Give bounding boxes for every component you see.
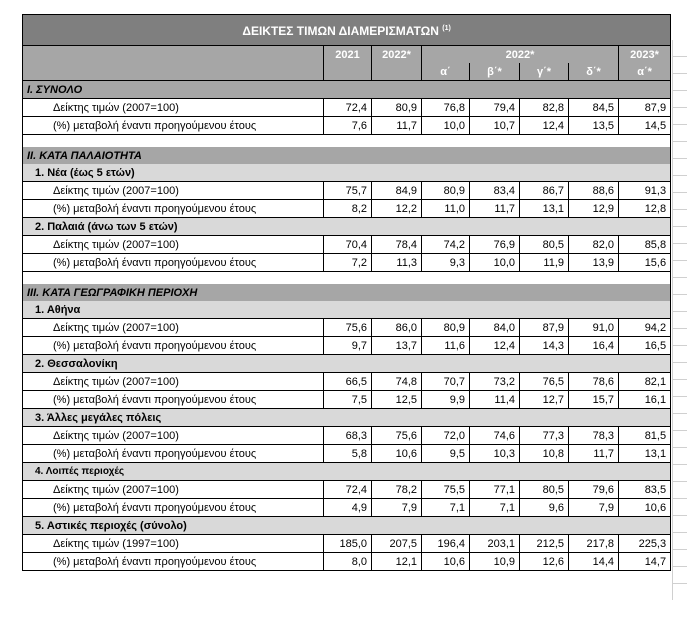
value-cell: 9,7	[324, 337, 372, 355]
table-row	[23, 99, 671, 117]
table-row	[23, 535, 671, 553]
value-cell: 13,1	[520, 200, 569, 218]
row-label: (%) μεταβολή έναντι προηγούμενου έτους	[23, 499, 324, 517]
subsection-label: 1. Νέα (έως 5 ετών)	[23, 164, 671, 182]
value-cell: 70,7	[422, 373, 470, 391]
value-cell: 68,3	[324, 427, 372, 445]
value-cell: 84,5	[569, 99, 619, 117]
value-cell: 203,1	[470, 535, 520, 553]
value-cell: 217,8	[569, 535, 619, 553]
col-2022: 2022*	[372, 46, 422, 64]
subsection-row-athens	[23, 301, 671, 319]
value-cell: 13,7	[372, 337, 422, 355]
table-row	[23, 445, 671, 463]
table-title-row	[23, 15, 671, 46]
value-cell: 78,3	[569, 427, 619, 445]
value-cell: 75,6	[324, 319, 372, 337]
value-cell: 10,6	[619, 499, 671, 517]
value-cell: 16,1	[619, 391, 671, 409]
value-cell: 10,6	[372, 445, 422, 463]
value-cell: 12,4	[470, 337, 520, 355]
spreadsheet-gridlines	[672, 40, 687, 600]
value-cell: 91,0	[569, 319, 619, 337]
value-cell: 78,6	[569, 373, 619, 391]
value-cell: 83,4	[470, 182, 520, 200]
value-cell: 10,8	[520, 445, 569, 463]
value-cell: 82,8	[520, 99, 569, 117]
subsection-row-urban	[23, 517, 671, 535]
quarter-d: δ΄*	[569, 63, 619, 81]
value-cell: 79,4	[470, 99, 520, 117]
value-cell: 10,0	[422, 117, 470, 135]
subsection-label: 3. Άλλες μεγάλες πόλεις	[23, 409, 671, 427]
section-label: ΙΙ. ΚΑΤΑ ΠΑΛΑΙΟΤΗΤΑ	[23, 147, 671, 164]
table-row	[23, 337, 671, 355]
value-cell: 5,8	[324, 445, 372, 463]
subsection-label: 2. Θεσσαλονίκη	[23, 355, 671, 373]
value-cell: 7,1	[470, 499, 520, 517]
value-cell: 7,9	[372, 499, 422, 517]
subsection-label: 1. Αθήνα	[23, 301, 671, 319]
value-cell: 14,4	[569, 553, 619, 571]
value-cell: 10,7	[470, 117, 520, 135]
spacer-row	[23, 272, 671, 285]
value-cell: 7,9	[569, 499, 619, 517]
table-row	[23, 117, 671, 135]
value-cell: 74,2	[422, 236, 470, 254]
header-years-row	[23, 46, 671, 64]
price-index-table	[22, 14, 670, 571]
value-cell: 75,7	[324, 182, 372, 200]
value-cell: 86,0	[372, 319, 422, 337]
value-cell: 11,4	[470, 391, 520, 409]
row-label: (%) μεταβολή έναντι προηγούμενου έτους	[23, 445, 324, 463]
value-cell: 70,4	[324, 236, 372, 254]
value-cell: 15,6	[619, 254, 671, 272]
section-row-age	[23, 147, 671, 164]
value-cell: 8,2	[324, 200, 372, 218]
value-cell: 10,9	[470, 553, 520, 571]
row-label: Δείκτης τιμών (2007=100)	[23, 99, 324, 117]
value-cell: 11,0	[422, 200, 470, 218]
value-cell: 85,8	[619, 236, 671, 254]
table-row	[23, 236, 671, 254]
value-cell: 11,6	[422, 337, 470, 355]
quarter-a: α΄	[422, 63, 470, 81]
value-cell: 11,3	[372, 254, 422, 272]
subsection-row-new	[23, 164, 671, 182]
value-cell: 9,3	[422, 254, 470, 272]
value-cell: 14,3	[520, 337, 569, 355]
table-row	[23, 391, 671, 409]
value-cell: 7,2	[324, 254, 372, 272]
value-cell: 82,1	[619, 373, 671, 391]
quarter-b: β΄*	[470, 63, 520, 81]
value-cell: 84,9	[372, 182, 422, 200]
row-label: Δείκτης τιμών (1997=100)	[23, 535, 324, 553]
value-cell: 78,4	[372, 236, 422, 254]
value-cell: 9,6	[520, 499, 569, 517]
value-cell: 10,3	[470, 445, 520, 463]
value-cell: 80,5	[520, 481, 569, 499]
value-cell: 12,2	[372, 200, 422, 218]
value-cell: 12,5	[372, 391, 422, 409]
value-cell: 13,1	[619, 445, 671, 463]
row-label: Δείκτης τιμών (2007=100)	[23, 236, 324, 254]
value-cell: 207,5	[372, 535, 422, 553]
table-row	[23, 427, 671, 445]
row-label: (%) μεταβολή έναντι προηγούμενου έτους	[23, 337, 324, 355]
value-cell: 7,6	[324, 117, 372, 135]
value-cell: 73,2	[470, 373, 520, 391]
value-cell: 76,5	[520, 373, 569, 391]
subsection-row-big-cities	[23, 409, 671, 427]
row-label: (%) μεταβολή έναντι προηγούμενου έτους	[23, 391, 324, 409]
value-cell: 14,5	[619, 117, 671, 135]
value-cell: 11,7	[569, 445, 619, 463]
subsection-row-old	[23, 218, 671, 236]
value-cell: 72,0	[422, 427, 470, 445]
value-cell: 11,7	[470, 200, 520, 218]
value-cell: 4,9	[324, 499, 372, 517]
value-cell: 185,0	[324, 535, 372, 553]
value-cell: 12,8	[619, 200, 671, 218]
value-cell: 72,4	[324, 99, 372, 117]
section-label: ΙΙΙ. ΚΑΤΑ ΓΕΩΓΡΑΦΙΚΗ ΠΕΡΙΟΧΗ	[23, 284, 671, 301]
table-row	[23, 254, 671, 272]
subsection-label: 4. Λοιπές περιοχές	[23, 463, 671, 481]
value-cell: 82,0	[569, 236, 619, 254]
value-cell: 84,0	[470, 319, 520, 337]
value-cell: 11,7	[372, 117, 422, 135]
row-label: Δείκτης τιμών (2007=100)	[23, 182, 324, 200]
table-title	[23, 15, 671, 46]
value-cell: 11,9	[520, 254, 569, 272]
table-row	[23, 200, 671, 218]
row-label: Δείκτης τιμών (2007=100)	[23, 427, 324, 445]
quarter-c: γ΄*	[520, 63, 569, 81]
value-cell: 77,3	[520, 427, 569, 445]
row-label: Δείκτης τιμών (2007=100)	[23, 481, 324, 499]
value-cell: 8,0	[324, 553, 372, 571]
value-cell: 80,5	[520, 236, 569, 254]
value-cell: 75,6	[372, 427, 422, 445]
value-cell: 225,3	[619, 535, 671, 553]
col-2021: 2021	[324, 46, 372, 64]
section-row-region	[23, 284, 671, 301]
value-cell: 12,4	[520, 117, 569, 135]
row-label: (%) μεταβολή έναντι προηγούμενου έτους	[23, 117, 324, 135]
header-quarters-row	[23, 63, 671, 81]
value-cell: 12,6	[520, 553, 569, 571]
value-cell: 81,5	[619, 427, 671, 445]
value-cell: 15,7	[569, 391, 619, 409]
value-cell: 76,9	[470, 236, 520, 254]
value-cell: 72,4	[324, 481, 372, 499]
value-cell: 80,9	[422, 319, 470, 337]
title-footnote: (1)	[442, 25, 451, 32]
row-label: (%) μεταβολή έναντι προηγούμενου έτους	[23, 553, 324, 571]
subsection-label: 2. Παλαιά (άνω των 5 ετών)	[23, 218, 671, 236]
table-row	[23, 373, 671, 391]
value-cell: 80,9	[372, 99, 422, 117]
value-cell: 91,3	[619, 182, 671, 200]
value-cell: 12,7	[520, 391, 569, 409]
title-text: ΔΕΙΚΤΕΣ ΤΙΜΩΝ ΔΙΑΜΕΡΙΣΜΑΤΩΝ	[242, 24, 439, 38]
col-2022-quarters: 2022*	[422, 46, 619, 64]
value-cell: 12,9	[569, 200, 619, 218]
value-cell: 10,6	[422, 553, 470, 571]
value-cell: 13,5	[569, 117, 619, 135]
subsection-row-other	[23, 463, 671, 481]
value-cell: 75,5	[422, 481, 470, 499]
value-cell: 94,2	[619, 319, 671, 337]
value-cell: 74,8	[372, 373, 422, 391]
row-label: Δείκτης τιμών (2007=100)	[23, 319, 324, 337]
value-cell: 76,8	[422, 99, 470, 117]
value-cell: 78,2	[372, 481, 422, 499]
value-cell: 16,4	[569, 337, 619, 355]
value-cell: 13,9	[569, 254, 619, 272]
row-label: (%) μεταβολή έναντι προηγούμενου έτους	[23, 200, 324, 218]
value-cell: 14,7	[619, 553, 671, 571]
value-cell: 87,9	[619, 99, 671, 117]
value-cell: 16,5	[619, 337, 671, 355]
row-label: (%) μεταβολή έναντι προηγούμενου έτους	[23, 254, 324, 272]
value-cell: 74,6	[470, 427, 520, 445]
table-row	[23, 553, 671, 571]
value-cell: 87,9	[520, 319, 569, 337]
table-row	[23, 319, 671, 337]
value-cell: 88,6	[569, 182, 619, 200]
value-cell: 9,9	[422, 391, 470, 409]
row-label: Δείκτης τιμών (2007=100)	[23, 373, 324, 391]
value-cell: 7,5	[324, 391, 372, 409]
value-cell: 66,5	[324, 373, 372, 391]
subsection-row-thessaloniki	[23, 355, 671, 373]
value-cell: 77,1	[470, 481, 520, 499]
value-cell: 83,5	[619, 481, 671, 499]
value-cell: 212,5	[520, 535, 569, 553]
table-row	[23, 481, 671, 499]
quarter-a-2023: α΄*	[619, 63, 671, 81]
value-cell: 7,1	[422, 499, 470, 517]
spacer-row	[23, 135, 671, 148]
value-cell: 80,9	[422, 182, 470, 200]
value-cell: 86,7	[520, 182, 569, 200]
table-row	[23, 499, 671, 517]
section-row-total	[23, 81, 671, 99]
table-row	[23, 182, 671, 200]
col-2023: 2023*	[619, 46, 671, 64]
value-cell: 9,5	[422, 445, 470, 463]
section-label: Ι. ΣΥΝΟΛΟ	[23, 81, 671, 99]
value-cell: 10,0	[470, 254, 520, 272]
value-cell: 196,4	[422, 535, 470, 553]
subsection-label: 5. Αστικές περιοχές (σύνολο)	[23, 517, 671, 535]
value-cell: 79,6	[569, 481, 619, 499]
value-cell: 12,1	[372, 553, 422, 571]
